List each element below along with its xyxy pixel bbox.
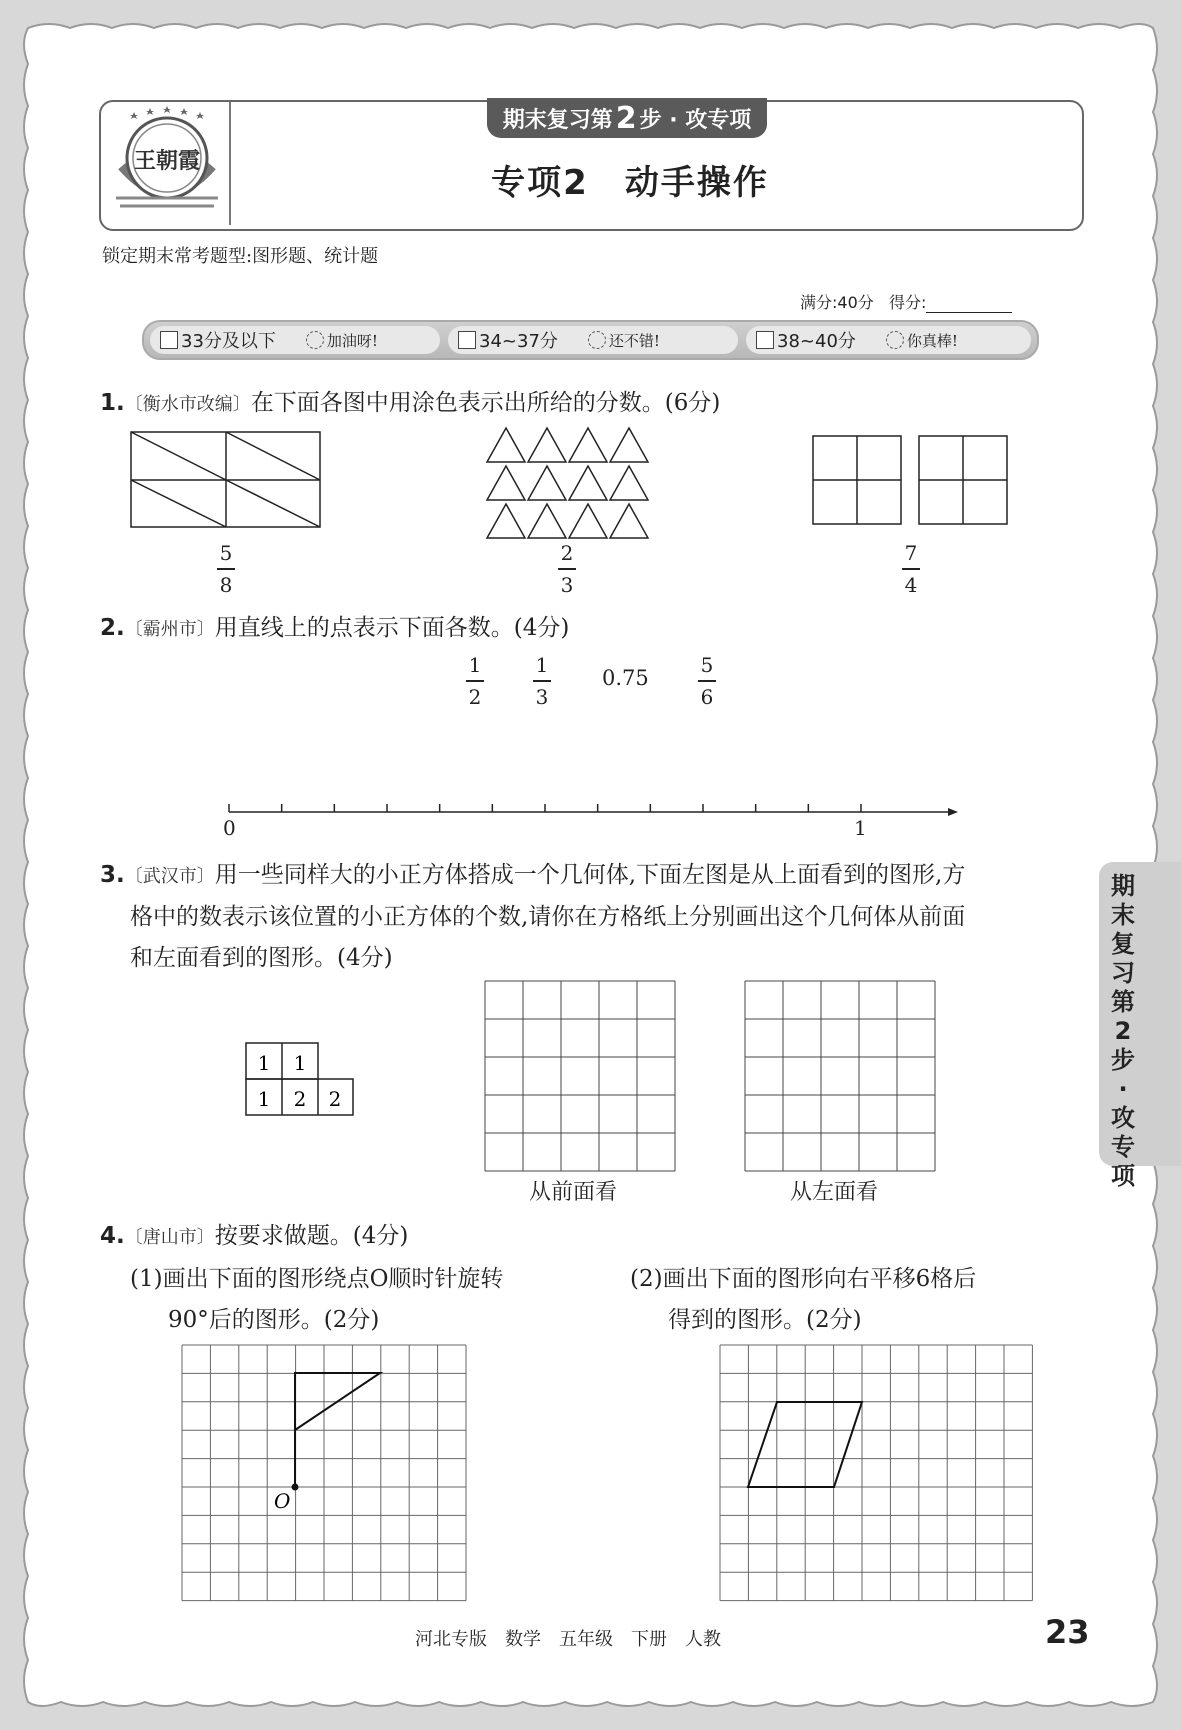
question-4 bbox=[100, 1217, 408, 1250]
cell: 2 bbox=[293, 1087, 307, 1111]
numerator: 2 bbox=[560, 541, 574, 565]
q3-line3: 和左面看到的图形。(4分) bbox=[130, 945, 393, 971]
tab-suffix: 步 · 攻专项 bbox=[639, 107, 752, 133]
rating-bar bbox=[142, 320, 1039, 360]
face-icon bbox=[588, 331, 606, 349]
rating-item bbox=[150, 326, 440, 354]
face-icon bbox=[306, 331, 324, 349]
page-title: 专项2 动手操作 bbox=[491, 163, 769, 203]
rating-range: 34~37分 bbox=[479, 331, 558, 352]
q1-source: 〔衡水市改编〕 bbox=[124, 394, 251, 415]
q3-source: 〔武汉市〕 bbox=[124, 866, 215, 887]
section-tab bbox=[487, 98, 767, 138]
page-number: 23 bbox=[1045, 1613, 1090, 1651]
side-char: 末 bbox=[1111, 901, 1135, 929]
q4-text: 按要求做题。(4分) bbox=[214, 1223, 409, 1249]
subtitle: 锁定期末常考题型:图形题、统计题 bbox=[102, 246, 379, 267]
cell: 1 bbox=[293, 1051, 307, 1075]
side-char: · bbox=[1118, 1075, 1128, 1103]
q1-text: 在下面各图中用涂色表示出所给的分数。(6分) bbox=[250, 390, 721, 416]
rating-range: 33分及以下 bbox=[181, 331, 276, 352]
tab-prefix: 期末复习第 bbox=[502, 107, 613, 133]
logo-text: 王朝霞 bbox=[133, 148, 201, 174]
rating-item bbox=[448, 326, 738, 354]
side-char: 专 bbox=[1111, 1133, 1135, 1161]
cell: 1 bbox=[257, 1051, 271, 1075]
q4-part1-line1: (1)画出下面的图形绕点O顺时针旋转 bbox=[130, 1266, 504, 1292]
point-o-label: O bbox=[274, 1489, 291, 1513]
q4-part1-line2: 90°后的图形。(2分) bbox=[168, 1307, 380, 1333]
question-1 bbox=[100, 384, 720, 417]
face-icon bbox=[886, 331, 904, 349]
numerator: 1 bbox=[468, 653, 482, 677]
denominator: 8 bbox=[219, 572, 233, 597]
q2-text: 用直线上的点表示下面各数。(4分) bbox=[214, 615, 570, 641]
checkbox[interactable] bbox=[756, 331, 774, 349]
q4-number: 4. bbox=[100, 1223, 125, 1249]
question-2 bbox=[100, 609, 569, 642]
brand-logo bbox=[110, 106, 224, 218]
tab-step: 2 bbox=[615, 100, 637, 136]
q2-source: 〔霸州市〕 bbox=[124, 619, 215, 640]
footer: 河北专版 数学 五年级 下册 人教 bbox=[415, 1629, 721, 1650]
score-label: 得分: bbox=[889, 293, 927, 312]
side-char: 项 bbox=[1111, 1162, 1135, 1190]
q2-number: 2. bbox=[100, 615, 125, 641]
q4-part2 bbox=[630, 1259, 976, 1341]
q1-number: 1. bbox=[100, 390, 125, 416]
score-line bbox=[800, 290, 1012, 313]
denominator: 3 bbox=[535, 684, 549, 709]
q4-part1 bbox=[130, 1259, 503, 1341]
front-view-label: 从前面看 bbox=[529, 1180, 618, 1205]
cell: 1 bbox=[257, 1087, 271, 1111]
numerator: 7 bbox=[904, 541, 918, 565]
rating-comment: 你真棒! bbox=[906, 331, 958, 350]
side-char: 2 bbox=[1114, 1017, 1132, 1045]
axis-one: 1 bbox=[854, 816, 867, 840]
side-char: 攻 bbox=[1111, 1104, 1135, 1132]
value-5-6 bbox=[698, 652, 716, 710]
full-score: 满分:40分 bbox=[800, 293, 874, 312]
side-char: 复 bbox=[1111, 930, 1135, 958]
fraction-7-4 bbox=[902, 540, 920, 598]
denominator: 4 bbox=[904, 572, 918, 597]
axis-zero: 0 bbox=[223, 816, 236, 840]
value-decimal: 0.75 bbox=[602, 666, 649, 690]
denominator: 6 bbox=[700, 684, 714, 709]
side-char: 步 bbox=[1111, 1046, 1135, 1074]
denominator: 2 bbox=[468, 684, 482, 709]
numerator: 5 bbox=[219, 541, 233, 565]
side-char: 第 bbox=[1111, 988, 1135, 1016]
q3-line1: 用一些同样大的小正方体搭成一个几何体,下面左图是从上面看到的图形,方 bbox=[214, 862, 966, 888]
q3-line2: 格中的数表示该位置的小正方体的个数,请你在方格纸上分别画出这个几何体从前面 bbox=[130, 904, 966, 930]
rating-comment: 还不错! bbox=[608, 331, 660, 350]
side-char: 期 bbox=[1111, 872, 1135, 900]
value-1-2 bbox=[466, 652, 484, 710]
fraction-2-3 bbox=[558, 540, 576, 598]
value-1-3 bbox=[533, 652, 551, 710]
fraction-5-8 bbox=[217, 540, 235, 598]
q4-part2-line2: 得到的图形。(2分) bbox=[668, 1307, 862, 1333]
numerator: 1 bbox=[535, 653, 549, 677]
side-tab-text bbox=[1110, 872, 1136, 1191]
checkbox[interactable] bbox=[458, 331, 476, 349]
side-char: 习 bbox=[1111, 959, 1135, 987]
rating-range: 38~40分 bbox=[777, 331, 856, 352]
numerator: 5 bbox=[700, 653, 714, 677]
denominator: 3 bbox=[560, 572, 574, 597]
checkbox[interactable] bbox=[160, 331, 178, 349]
cell: 2 bbox=[328, 1087, 342, 1111]
score-blank[interactable] bbox=[926, 296, 1012, 313]
question-3 bbox=[100, 855, 1090, 979]
q4-source: 〔唐山市〕 bbox=[124, 1227, 215, 1248]
rating-item bbox=[746, 326, 1031, 354]
left-view-label: 从左面看 bbox=[790, 1180, 879, 1205]
rating-comment: 加油呀! bbox=[326, 331, 378, 350]
header-divider bbox=[229, 102, 231, 225]
q3-number: 3. bbox=[100, 862, 125, 888]
q4-part2-line1: (2)画出下面的图形向右平移6格后 bbox=[630, 1266, 977, 1292]
